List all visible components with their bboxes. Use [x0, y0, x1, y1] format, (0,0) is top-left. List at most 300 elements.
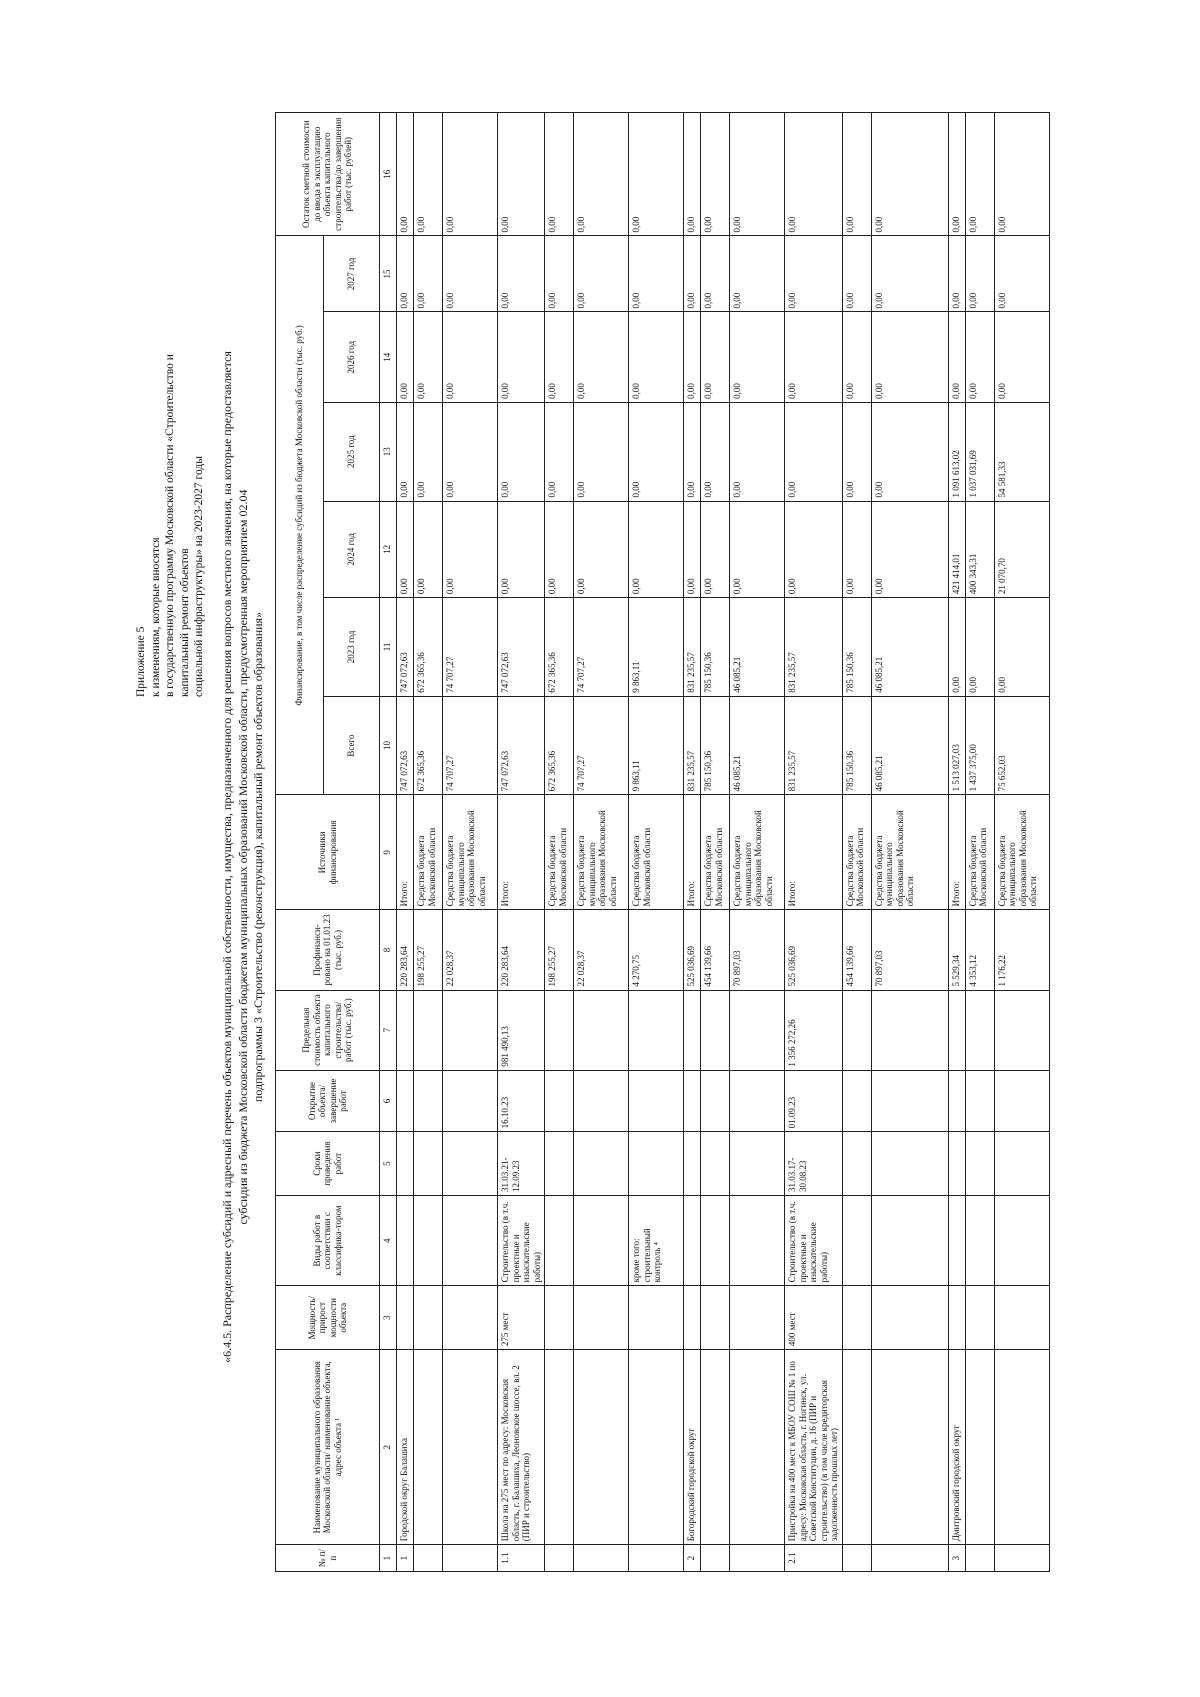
- financed-cell: 22 028,37: [443, 910, 498, 990]
- total-cell: 1 437 375,00: [965, 696, 994, 795]
- year-2024-cell: 0,00: [574, 501, 629, 598]
- works-type-cell: [684, 1196, 701, 1286]
- funding-source-cell: Итого:: [397, 795, 414, 910]
- year-2023-cell: 747 072,63: [397, 598, 414, 697]
- title-line-3: подпрограммы 3 «Строительство (реконструкция), капитальный ремонт объектов образования»: [251, 611, 266, 1103]
- subsidy-table: [275, 112, 1050, 1572]
- year-2027-cell: 0,00: [785, 236, 843, 312]
- year-2026-cell: 0,00: [785, 312, 843, 402]
- financed-cell: 220 283,64: [397, 910, 414, 990]
- limit-cost-cell: [414, 990, 443, 1070]
- column-number: 12: [380, 501, 397, 598]
- year-2024-cell: 0,00: [397, 501, 414, 598]
- year-2026-cell: 0,00: [397, 312, 414, 402]
- total-cell: 46 085,21: [871, 696, 948, 795]
- opening-date-cell: [730, 1070, 785, 1132]
- financed-cell: 22 028,37: [574, 910, 629, 990]
- remainder-cell: 0,00: [994, 113, 1049, 236]
- year-2023-cell: 0,00: [948, 598, 965, 697]
- terms-cell: 31.03.21-12.09.23: [498, 1132, 545, 1196]
- financed-cell: 70 897,03: [730, 910, 785, 990]
- limit-cost-cell: [871, 990, 948, 1070]
- year-2025-cell: 0,00: [414, 402, 443, 501]
- remainder-cell: 0,00: [842, 113, 871, 236]
- year-2026-cell: 0,00: [684, 312, 701, 402]
- row-number: [842, 1545, 871, 1572]
- capacity-cell: 400 мест: [785, 1286, 843, 1350]
- limit-cost-cell: [574, 990, 629, 1070]
- financed-cell: 4 270,75: [629, 910, 684, 990]
- funding-source-cell: Средства бюджета муниципального образования Московской области: [574, 795, 629, 910]
- year-2026-cell: 0,00: [965, 312, 994, 402]
- limit-cost-cell: [948, 990, 965, 1070]
- year-2023-cell: 74 707,27: [443, 598, 498, 697]
- limit-cost-cell: [545, 990, 574, 1070]
- funding-source-cell: Итого:: [948, 795, 965, 910]
- capacity-cell: [871, 1286, 948, 1350]
- funding-source-cell: Итого:: [785, 795, 843, 910]
- year-2025-cell: 0,00: [443, 402, 498, 501]
- object-name: Пристройка на 400 мест к МБОУ СОШ № 1 по адресу: Московская область, г. Ногинск, ул. Советской Конституции, д. 16 (ПИР и строительство) (в том числе кредиторская задолженность прошлых лет): [785, 1350, 843, 1545]
- table-row: [397, 113, 414, 1572]
- table-row: [684, 113, 701, 1572]
- year-2027-cell: 0,00: [871, 236, 948, 312]
- works-type-cell: [443, 1196, 498, 1286]
- limit-cost-cell: [730, 990, 785, 1070]
- works-type-cell: [730, 1196, 785, 1286]
- capacity-cell: [545, 1286, 574, 1350]
- terms-cell: 31.03.17-30.08.23: [785, 1132, 843, 1196]
- year-2026-cell: 0,00: [629, 312, 684, 402]
- funding-source-cell: Средства бюджета Московской области: [545, 795, 574, 910]
- header-total: Всего: [324, 696, 380, 795]
- capacity-cell: [842, 1286, 871, 1350]
- financed-cell: 198 255,27: [545, 910, 574, 990]
- year-2026-cell: 0,00: [574, 312, 629, 402]
- row-number: [871, 1545, 948, 1572]
- total-cell: 9 863,11: [629, 696, 684, 795]
- terms-cell: [414, 1132, 443, 1196]
- row-number: 3: [948, 1545, 965, 1572]
- year-2023-cell: 672 365,36: [545, 598, 574, 697]
- total-cell: 747 072,63: [397, 696, 414, 795]
- limit-cost-cell: [994, 990, 1049, 1070]
- year-2026-cell: 0,00: [414, 312, 443, 402]
- appendix-line-2: к изменениям, которые вносятся: [149, 537, 162, 697]
- terms-cell: [948, 1132, 965, 1196]
- funding-source-cell: Средства бюджета Московской области: [629, 795, 684, 910]
- financed-cell: 220 283,64: [498, 910, 545, 990]
- year-2027-cell: 0,00: [414, 236, 443, 312]
- financed-cell: 4 353,12: [965, 910, 994, 990]
- works-type-cell: [842, 1196, 871, 1286]
- works-type-cell: кроме того: строительный контроль ⁴: [629, 1196, 684, 1286]
- capacity-cell: [397, 1286, 414, 1350]
- year-2024-cell: 0,00: [684, 501, 701, 598]
- year-2024-cell: 400 343,31: [965, 501, 994, 598]
- terms-cell: [871, 1132, 948, 1196]
- year-2027-cell: 0,00: [629, 236, 684, 312]
- year-2027-cell: 0,00: [397, 236, 414, 312]
- year-2023-cell: 785 150,36: [701, 598, 730, 697]
- object-name: [414, 1350, 443, 1545]
- table-row: [785, 113, 843, 1572]
- row-number: 1.1: [498, 1545, 545, 1572]
- year-2024-cell: 21 070,70: [994, 501, 1049, 598]
- year-2025-cell: 0,00: [545, 402, 574, 501]
- financed-cell: 454 139,66: [842, 910, 871, 990]
- opening-date-cell: [871, 1070, 948, 1132]
- year-2026-cell: 0,00: [871, 312, 948, 402]
- total-cell: 785 150,36: [842, 696, 871, 795]
- opening-date-cell: 16.10.23: [498, 1070, 545, 1132]
- header-2025: 2025 год: [324, 402, 380, 501]
- year-2025-cell: 0,00: [629, 402, 684, 501]
- year-2026-cell: 0,00: [443, 312, 498, 402]
- total-cell: 75 652,03: [994, 696, 1049, 795]
- opening-date-cell: [701, 1070, 730, 1132]
- year-2027-cell: 0,00: [842, 236, 871, 312]
- funding-source-cell: Итого:: [498, 795, 545, 910]
- remainder-cell: 0,00: [414, 113, 443, 236]
- remainder-cell: 0,00: [871, 113, 948, 236]
- year-2027-cell: 0,00: [574, 236, 629, 312]
- opening-date-cell: [443, 1070, 498, 1132]
- works-type-cell: Строительство (в т.ч. проектные и изыскательские работы): [785, 1196, 843, 1286]
- row-number: [443, 1545, 498, 1572]
- terms-cell: [574, 1132, 629, 1196]
- remainder-cell: 0,00: [545, 113, 574, 236]
- object-name: [443, 1350, 498, 1545]
- table-row: [545, 113, 574, 1572]
- limit-cost-cell: 981 490,13: [498, 990, 545, 1070]
- object-name: [701, 1350, 730, 1545]
- row-number: 2: [684, 1545, 701, 1572]
- year-2026-cell: 0,00: [498, 312, 545, 402]
- limit-cost-cell: 1 356 272,26: [785, 990, 843, 1070]
- row-number: [994, 1545, 1049, 1572]
- row-number: [545, 1545, 574, 1572]
- header-num: № п/п: [276, 1545, 380, 1572]
- year-2023-cell: 831 235,57: [684, 598, 701, 697]
- table-row: [871, 113, 948, 1572]
- column-number: 14: [380, 312, 397, 402]
- capacity-cell: [414, 1286, 443, 1350]
- capacity-cell: [629, 1286, 684, 1350]
- header-financed: Профинанси-ровано на 01.01.23 (тыс. руб.): [276, 910, 380, 990]
- funding-source-cell: Средства бюджета муниципального образования Московской области: [730, 795, 785, 910]
- header-name: Наименование муниципального образования Московской области/ наименование объекта, адрес объекта ¹: [276, 1350, 380, 1545]
- appendix-line-5: социальной инфраструктуры» на 2023-2027 годы: [193, 456, 206, 697]
- financed-cell: 198 255,27: [414, 910, 443, 990]
- opening-date-cell: [994, 1070, 1049, 1132]
- total-cell: 785 150,36: [701, 696, 730, 795]
- year-2025-cell: 1 037 031,69: [965, 402, 994, 501]
- year-2026-cell: 0,00: [994, 312, 1049, 402]
- limit-cost-cell: [701, 990, 730, 1070]
- year-2027-cell: 0,00: [965, 236, 994, 312]
- year-2025-cell: 0,00: [574, 402, 629, 501]
- funding-source-cell: Средства бюджета муниципального образования Московской области: [994, 795, 1049, 910]
- object-name: Богородский городской округ: [684, 1350, 701, 1545]
- header-2026: 2026 год: [324, 312, 380, 402]
- opening-date-cell: [842, 1070, 871, 1132]
- column-number: 5: [380, 1132, 397, 1196]
- terms-cell: [994, 1132, 1049, 1196]
- row-number: 2.1: [785, 1545, 843, 1572]
- financed-cell: 5 529,34: [948, 910, 965, 990]
- terms-cell: [684, 1132, 701, 1196]
- header-sources: Источники финансирования: [276, 795, 380, 910]
- year-2023-cell: 9 863,11: [629, 598, 684, 697]
- works-type-cell: [994, 1196, 1049, 1286]
- opening-date-cell: [684, 1070, 701, 1132]
- year-2025-cell: 0,00: [871, 402, 948, 501]
- total-cell: 831 235,57: [785, 696, 843, 795]
- table-row: [948, 113, 965, 1572]
- terms-cell: [443, 1132, 498, 1196]
- funding-source-cell: Средства бюджета Московской области: [414, 795, 443, 910]
- object-name: [965, 1350, 994, 1545]
- header-limit-cost: Предельная стоимость объекта капитального строительства/ работ (тыс. руб.): [276, 990, 380, 1070]
- table-row: [498, 113, 545, 1572]
- row-number: 1: [397, 1545, 414, 1572]
- year-2024-cell: 0,00: [545, 501, 574, 598]
- column-number: 11: [380, 598, 397, 697]
- object-name: [629, 1350, 684, 1545]
- year-2026-cell: 0,00: [948, 312, 965, 402]
- financed-cell: 525 036,69: [785, 910, 843, 990]
- works-type-cell: [948, 1196, 965, 1286]
- total-cell: 74 707,27: [574, 696, 629, 795]
- opening-date-cell: [629, 1070, 684, 1132]
- appendix-line-3: в государственную программу Московской области «Строительство и: [164, 354, 177, 697]
- total-cell: 831 235,57: [684, 696, 701, 795]
- opening-date-cell: [948, 1070, 965, 1132]
- remainder-cell: 0,00: [684, 113, 701, 236]
- works-type-cell: [414, 1196, 443, 1286]
- header-opening: Открытие объекта/ завершение работ: [276, 1070, 380, 1132]
- terms-cell: [397, 1132, 414, 1196]
- year-2023-cell: 747 072,63: [498, 598, 545, 697]
- year-2024-cell: 0,00: [414, 501, 443, 598]
- table-row: [965, 113, 994, 1572]
- row-number: [574, 1545, 629, 1572]
- capacity-cell: [965, 1286, 994, 1350]
- financed-cell: 525 036,69: [684, 910, 701, 990]
- terms-cell: [730, 1132, 785, 1196]
- works-type-cell: [871, 1196, 948, 1286]
- total-cell: 1 513 027,03: [948, 696, 965, 795]
- column-number: 15: [380, 236, 397, 312]
- year-2023-cell: 46 085,21: [871, 598, 948, 697]
- column-number: 2: [380, 1350, 397, 1545]
- year-2025-cell: 0,00: [498, 402, 545, 501]
- column-number-row: [380, 113, 397, 1572]
- header-2023: 2023 год: [324, 598, 380, 697]
- object-name: Дмитровский городской округ: [948, 1350, 965, 1545]
- year-2023-cell: 831 235,57: [785, 598, 843, 697]
- year-2025-cell: 0,00: [397, 402, 414, 501]
- row-number: [629, 1545, 684, 1572]
- year-2025-cell: 0,00: [701, 402, 730, 501]
- year-2024-cell: 0,00: [443, 501, 498, 598]
- object-name: Городской округ Балашиха: [397, 1350, 414, 1545]
- remainder-cell: 0,00: [730, 113, 785, 236]
- terms-cell: [545, 1132, 574, 1196]
- year-2025-cell: 0,00: [684, 402, 701, 501]
- column-number: 13: [380, 402, 397, 501]
- funding-source-cell: Итого:: [684, 795, 701, 910]
- header-remainder: Остаток сметной стоимости до ввода в эксплуатацию объекта капитального строительства/до завершения работ (тыс. рублей): [276, 113, 380, 236]
- column-number: 8: [380, 910, 397, 990]
- capacity-cell: 275 мест: [498, 1286, 545, 1350]
- year-2025-cell: 0,00: [730, 402, 785, 501]
- capacity-cell: [994, 1286, 1049, 1350]
- table-row: [414, 113, 443, 1572]
- year-2024-cell: 0,00: [871, 501, 948, 598]
- table-row: [443, 113, 498, 1572]
- year-2025-cell: 0,00: [842, 402, 871, 501]
- table-row: [842, 113, 871, 1572]
- works-type-cell: [574, 1196, 629, 1286]
- object-name: [545, 1350, 574, 1545]
- year-2026-cell: 0,00: [842, 312, 871, 402]
- financed-cell: 70 897,03: [871, 910, 948, 990]
- table-row: [629, 113, 684, 1572]
- remainder-cell: 0,00: [965, 113, 994, 236]
- financed-cell: 454 139,66: [701, 910, 730, 990]
- column-number: 7: [380, 990, 397, 1070]
- table-body: [380, 113, 1050, 1572]
- funding-source-cell: Средства бюджета Московской области: [842, 795, 871, 910]
- year-2027-cell: 0,00: [684, 236, 701, 312]
- year-2024-cell: 0,00: [842, 501, 871, 598]
- column-number: 9: [380, 795, 397, 910]
- row-number: [414, 1545, 443, 1572]
- title-line-2: субсидия из бюджета Московской области бюджетам муниципальных образований Московской области, предусмотренная мероприятием 02.04: [235, 489, 250, 1225]
- limit-cost-cell: [684, 990, 701, 1070]
- year-2023-cell: 672 365,36: [414, 598, 443, 697]
- limit-cost-cell: [965, 990, 994, 1070]
- year-2023-cell: 46 085,21: [730, 598, 785, 697]
- limit-cost-cell: [443, 990, 498, 1070]
- column-number: 6: [380, 1070, 397, 1132]
- column-number: 4: [380, 1196, 397, 1286]
- remainder-cell: 0,00: [574, 113, 629, 236]
- funding-source-cell: Средства бюджета Московской области: [701, 795, 730, 910]
- year-2026-cell: 0,00: [701, 312, 730, 402]
- table-row: [574, 113, 629, 1572]
- row-number: [965, 1545, 994, 1572]
- remainder-cell: 0,00: [443, 113, 498, 236]
- year-2027-cell: 0,00: [730, 236, 785, 312]
- table-row: [994, 113, 1049, 1572]
- header-2024: 2024 год: [324, 501, 380, 598]
- object-name: [994, 1350, 1049, 1545]
- year-2024-cell: 0,00: [730, 501, 785, 598]
- capacity-cell: [443, 1286, 498, 1350]
- total-cell: 672 365,36: [414, 696, 443, 795]
- year-2023-cell: 74 707,27: [574, 598, 629, 697]
- year-2024-cell: 0,00: [701, 501, 730, 598]
- capacity-cell: [684, 1286, 701, 1350]
- column-number: 3: [380, 1286, 397, 1350]
- header-works: Виды работ в соответствии с классифика-тором: [276, 1196, 380, 1286]
- header-capacity: Мощность/ прирост мощности объекта: [276, 1286, 380, 1350]
- remainder-cell: 0,00: [629, 113, 684, 236]
- header-2027: 2027 год: [324, 236, 380, 312]
- works-type-cell: [545, 1196, 574, 1286]
- remainder-cell: 0,00: [397, 113, 414, 236]
- year-2024-cell: 0,00: [629, 501, 684, 598]
- total-cell: 74 707,27: [443, 696, 498, 795]
- terms-cell: [965, 1132, 994, 1196]
- year-2027-cell: 0,00: [994, 236, 1049, 312]
- terms-cell: [701, 1132, 730, 1196]
- financed-cell: 1 176,22: [994, 910, 1049, 990]
- appendix-line-1: Приложение 5: [135, 626, 147, 697]
- column-number: 1: [380, 1545, 397, 1572]
- header-funding-group: Финансирование, в том числе распределение субсидий из бюджета Московской области (тыс. руб.): [276, 236, 324, 795]
- opening-date-cell: [414, 1070, 443, 1132]
- object-name: [871, 1350, 948, 1545]
- works-type-cell: [701, 1196, 730, 1286]
- year-2026-cell: 0,00: [730, 312, 785, 402]
- works-type-cell: [965, 1196, 994, 1286]
- object-name: [574, 1350, 629, 1545]
- terms-cell: [629, 1132, 684, 1196]
- capacity-cell: [948, 1286, 965, 1350]
- year-2025-cell: 54 581,33: [994, 402, 1049, 501]
- year-2027-cell: 0,00: [948, 236, 965, 312]
- header-terms: Сроки проведения работ: [276, 1132, 380, 1196]
- table-row: [730, 113, 785, 1572]
- capacity-cell: [730, 1286, 785, 1350]
- object-name: [730, 1350, 785, 1545]
- object-name: [842, 1350, 871, 1545]
- year-2024-cell: 421 414,01: [948, 501, 965, 598]
- row-number: [730, 1545, 785, 1572]
- document-title: [220, 167, 267, 1547]
- table-row: [701, 113, 730, 1572]
- year-2027-cell: 0,00: [701, 236, 730, 312]
- year-2024-cell: 0,00: [785, 501, 843, 598]
- total-cell: 672 365,36: [545, 696, 574, 795]
- object-name: Школа на 275 мест по адресу: Московская область, г. Балашиха, Леоновское шоссе, вл. 2 (ПИР и строительство): [498, 1350, 545, 1545]
- year-2026-cell: 0,00: [545, 312, 574, 402]
- year-2024-cell: 0,00: [498, 501, 545, 598]
- remainder-cell: 0,00: [498, 113, 545, 236]
- year-2025-cell: 1 091 613,02: [948, 402, 965, 501]
- year-2027-cell: 0,00: [545, 236, 574, 312]
- opening-date-cell: [574, 1070, 629, 1132]
- opening-date-cell: [965, 1070, 994, 1132]
- funding-source-cell: Средства бюджета муниципального образования Московской области: [871, 795, 948, 910]
- appendix-note: [134, 127, 207, 697]
- capacity-cell: [701, 1286, 730, 1350]
- remainder-cell: 0,00: [948, 113, 965, 236]
- year-2023-cell: 0,00: [994, 598, 1049, 697]
- works-type-cell: Строительство (в т.ч. проектные и изыскательские работы): [498, 1196, 545, 1286]
- year-2027-cell: 0,00: [443, 236, 498, 312]
- limit-cost-cell: [842, 990, 871, 1070]
- row-number: [701, 1545, 730, 1572]
- opening-date-cell: [545, 1070, 574, 1132]
- column-number: 10: [380, 696, 397, 795]
- funding-source-cell: Средства бюджета муниципального образования Московской области: [443, 795, 498, 910]
- remainder-cell: 0,00: [785, 113, 843, 236]
